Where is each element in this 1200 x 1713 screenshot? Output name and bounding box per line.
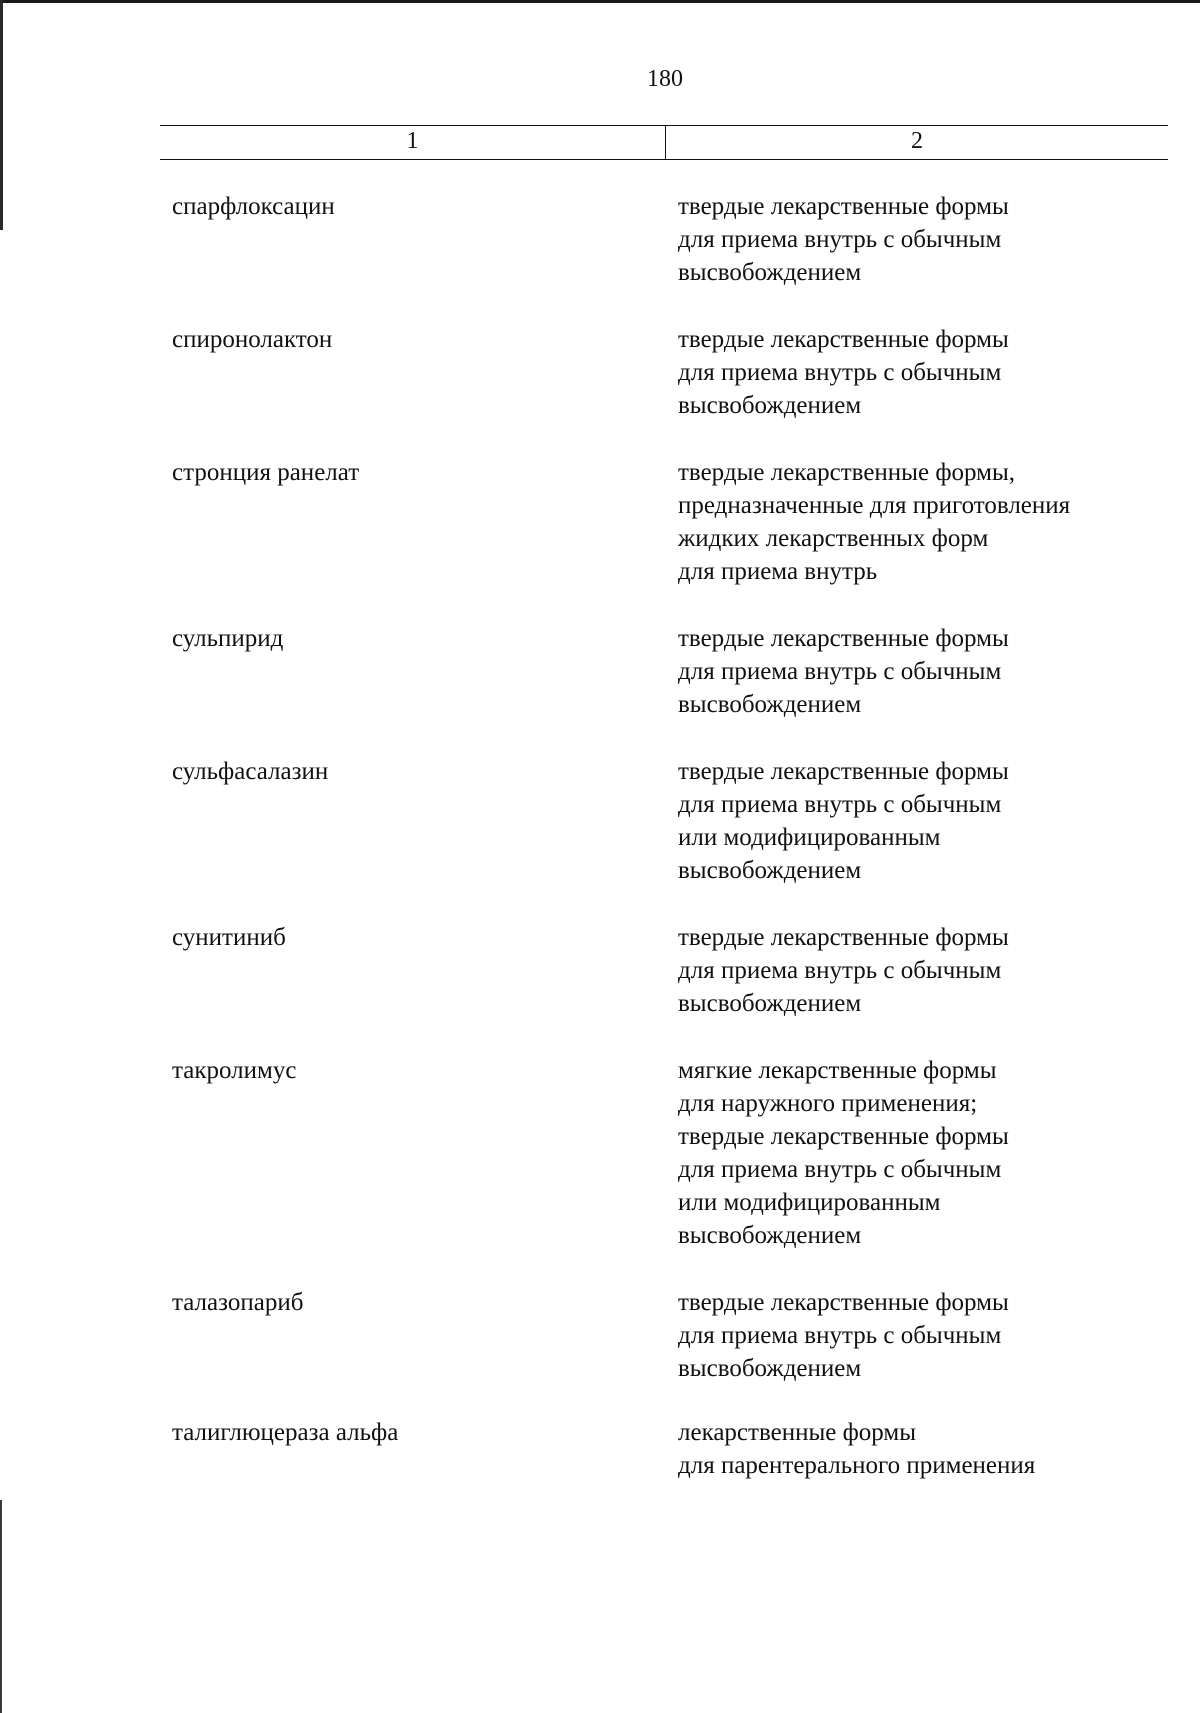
table-header-col1: 1 <box>406 128 419 154</box>
drug-name: спарфлоксацин <box>172 193 335 220</box>
drug-name: сульфасалазин <box>172 758 329 785</box>
page-number: 180 <box>647 66 683 92</box>
drug-name: талиглюцераза альфа <box>172 1419 399 1446</box>
dosage-forms: твердые лекарственные формы для приема внутрь с обычным или модифицированным высвобождением <box>678 758 1009 884</box>
drug-name: такролимус <box>172 1057 297 1084</box>
scan-border-left <box>0 0 3 230</box>
dosage-forms: мягкие лекарственные формы для наружного применения; твердые лекарственные формы для приема внутрь с обычным или модифицированным высвобождением <box>678 1057 1009 1249</box>
table-header-bottom-rule <box>160 159 1168 160</box>
dosage-forms: твердые лекарственные формы для приема внутрь с обычным высвобождением <box>678 326 1009 419</box>
table-header-top-rule <box>160 125 1168 126</box>
drug-name: талазопариб <box>172 1289 304 1316</box>
scan-border-top <box>0 0 1200 3</box>
dosage-forms: твердые лекарственные формы для приема внутрь с обычным высвобождением <box>678 625 1009 718</box>
drug-name: сульпирид <box>172 625 284 652</box>
dosage-forms: твердые лекарственные формы для приема внутрь с обычным высвобождением <box>678 1289 1009 1382</box>
dosage-forms: твердые лекарственные формы для приема внутрь с обычным высвобождением <box>678 193 1009 286</box>
drug-name: сунитиниб <box>172 924 286 951</box>
dosage-forms: твердые лекарственные формы, предназначенные для приготовления жидких лекарственных форм для приема внутрь <box>678 459 1071 585</box>
dosage-forms: лекарственные формы для парентерального применения <box>678 1419 1036 1479</box>
table-header-col2: 2 <box>911 128 923 154</box>
scan-border-left-lower <box>0 1500 2 1713</box>
drug-name: спиронолактон <box>172 326 333 353</box>
dosage-forms: твердые лекарственные формы для приема внутрь с обычным высвобождением <box>678 924 1009 1017</box>
drug-name: стронция ранелат <box>172 459 360 486</box>
